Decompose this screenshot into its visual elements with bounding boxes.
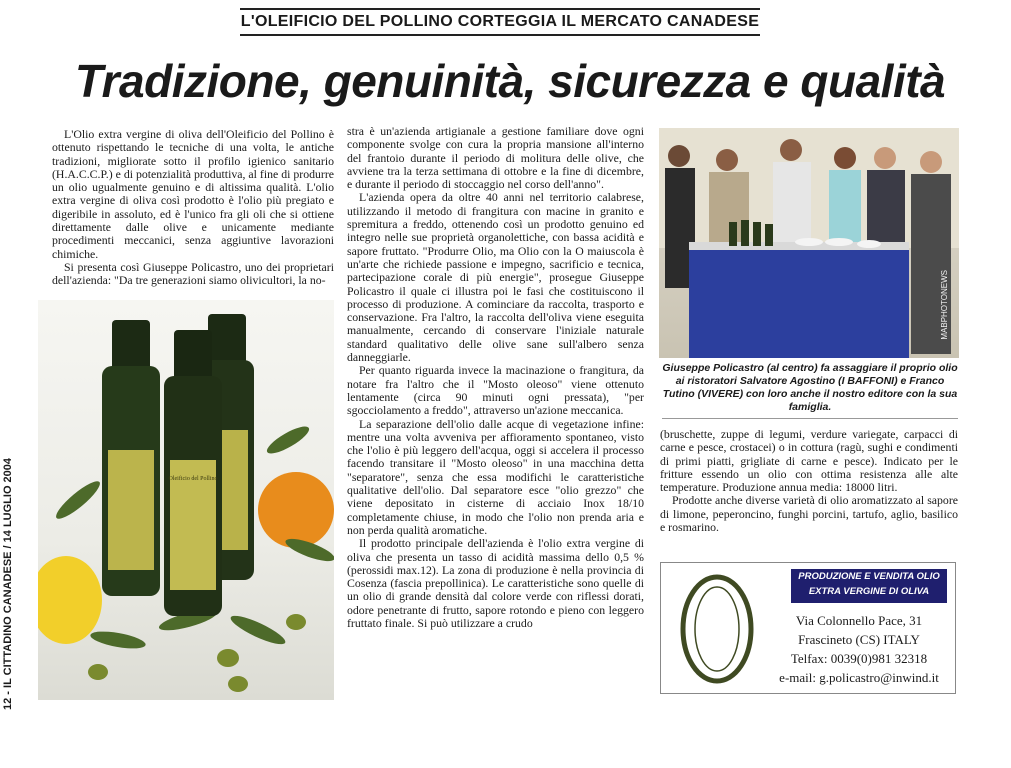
paragraph: stra è un'azienda artigianale a gestione familiare dove ogni componente svolge con cura la propria mansione all'interno del frantoio durante il periodo di molitura delle olive, che avviene tra la terza settimana di ottobre e la fine di dicembre, e durante il periodo di stoccaggio nel corso dell'anno". [347, 124, 644, 192]
telfax-line: Telfax: 0039(0)981 32318 [790, 651, 928, 666]
kicker-heading: L'OLEIFICIO DEL POLLINO CORTEGGIA IL MERCATO CANADESE [240, 8, 760, 36]
article-column-1 [52, 128, 334, 288]
paragraph: Si presenta così Giuseppe Policastro, uno dei proprietari dell'azienda: "Da tre generazioni siamo olivicultori, la no- [52, 259, 334, 288]
ad-banner-text: PRODUZIONE E VENDITA OLIO EXTRA VERGINE DI OLIVA [798, 571, 940, 597]
article-column-2 [347, 125, 644, 630]
address-line: Via Colonnello Pace, 31 [795, 613, 923, 628]
paragraph: Prodotte anche diverse varietà di olio aromatizzato al sapore di limone, peperoncino, funghi porcini, tartufo, aglio, basilico e rosmarino. [660, 493, 958, 535]
paragraph: L'azienda opera da oltre 40 anni nel territorio calabrese, utilizzando il metodo di frangitura con macine in granito e spremitura a freddo, ottenendo così un prodotto genuino ed integro nelle sue proprietà organolettiche, con bassa acidità e sapore fruttato. "Produrre Olio, ma Olio con la O maiuscola è un'arte che richiede passione e impegno, sacrificio e tecnica, partecipazione corale di più energie", prosegue Giuseppe Policastro il quale ci illustra poi le fasi che costituiscono il processo di produzione. A cominciare da raccolta, trasporto e conservazione. Fra l'altro, la raccolta dell'oliva viene eseguita manualmente, cercando di conservare l'iniziale naturale standard qualitativo delle olive sane sull'albero senza danneggiarle. [347, 190, 644, 365]
group-photo-illustration [659, 128, 959, 358]
paragraph: Per quanto riguarda invece la macinazione o frangitura, da notare fra l'altro che il "Mosto oleoso" viene ottenuto lentamente (circa 90 minuti ogni pressata), "per sgocciolamento a freddo", attraverso un'azione meccanica. [347, 363, 644, 418]
lemon-fruit [38, 556, 102, 644]
paragraph: La separazione dell'olio dalle acque di vegetazione infine: mentre una volta avveniva per affioramento spontaneo, visto che l'olio è più leggero dell'acqua, oggi si accelera il processo facendo transitare il "Mosto oleoso" in una macchina detta "separatore", senza che essa modifichi le caratteristiche qualitative dell'olio. Dal separatore esce "olio grezzo" che viene depositato in cisterne di acciaio Inox 18/10 completamente chiuse, in modo che l'olio non prenda aria e non perda qualità aromatiche. [347, 416, 644, 537]
article-headline: Tradizione, genuinità, sicurezza e qualità [74, 55, 946, 107]
city-line: Frascineto (CS) ITALY [798, 632, 920, 647]
paragraph: Il prodotto principale dell'azienda è l'olio extra vergine di oliva che presenta un tasso di acidità massima dello 0,5 % (perossidi max.12). La zona di produzione è nella provincia di Cosenza (fascia prepollinica). Le caratteristiche sono quelle di un olio di grande densità dal colore verde con riflessi dorati, odore penetrante di frutto, sapore rotondo e pieno con leggero fruttato finale. Si può utilizzare a crudo [347, 536, 644, 630]
olive-oil-bottles-photo [38, 300, 334, 700]
blue-table [689, 246, 909, 358]
article-column-3 [660, 428, 958, 534]
company-advertisement [660, 562, 956, 694]
page-folio: 12 - IL CITTADINO CANADESE / 14 LUGLIO 2004 [2, 457, 14, 710]
oleificio-logo [667, 569, 767, 689]
bottle [102, 320, 160, 596]
ad-banner [791, 569, 947, 603]
contact-details [769, 611, 949, 687]
bottles-illustration [38, 300, 334, 700]
orange-fruit [258, 472, 334, 548]
photo-credit: MABPHOTONEWS [940, 270, 949, 340]
paragraph: (bruschette, zuppe di legumi, verdure variegate, carpacci di carne e pesce, crostacei) o in cottura (ragù, sughi e condimenti di primi piatti, grigliate di carne e pesce). Indicato per le fritture essendo un olio con ottima resistenza alle alte temperature. Produzione annua media: 18000 litri. [660, 427, 958, 495]
photo-caption: Giuseppe Policastro (al centro) fa assaggiare il proprio olio ai ristoratori Salvatore Agostino (I BAFFONI) e Franco Tutino (VIVERE) con loro anche il nostro editore con la sua famiglia. [662, 362, 958, 419]
group-tasting-photo [659, 128, 959, 358]
bottle-label-text: Oleificio del Pollino [168, 476, 218, 482]
paragraph: L'Olio extra vergine di oliva dell'Oleificio del Pollino è ottenuto rispettando le tecniche di una volta, le antiche tradizioni, migliorate sotto il profilo igienico sanitario (H.A.C.C.P.) e di potenzialità produttiva, al fine di produrre un olio ugualmente genuino e di altissima qualità. L'olio extra vergine di oliva così prodotto è l'olio più pregiato e digeribile in assoluto, ed è l'unico fra gli oli che si ottiene direttamente dalle olive e unicamente mediante procedimenti meccanici, senza aggiuntive lavorazioni chimiche. [52, 127, 334, 261]
email-line: e-mail: g.policastro@inwind.it [779, 670, 939, 685]
